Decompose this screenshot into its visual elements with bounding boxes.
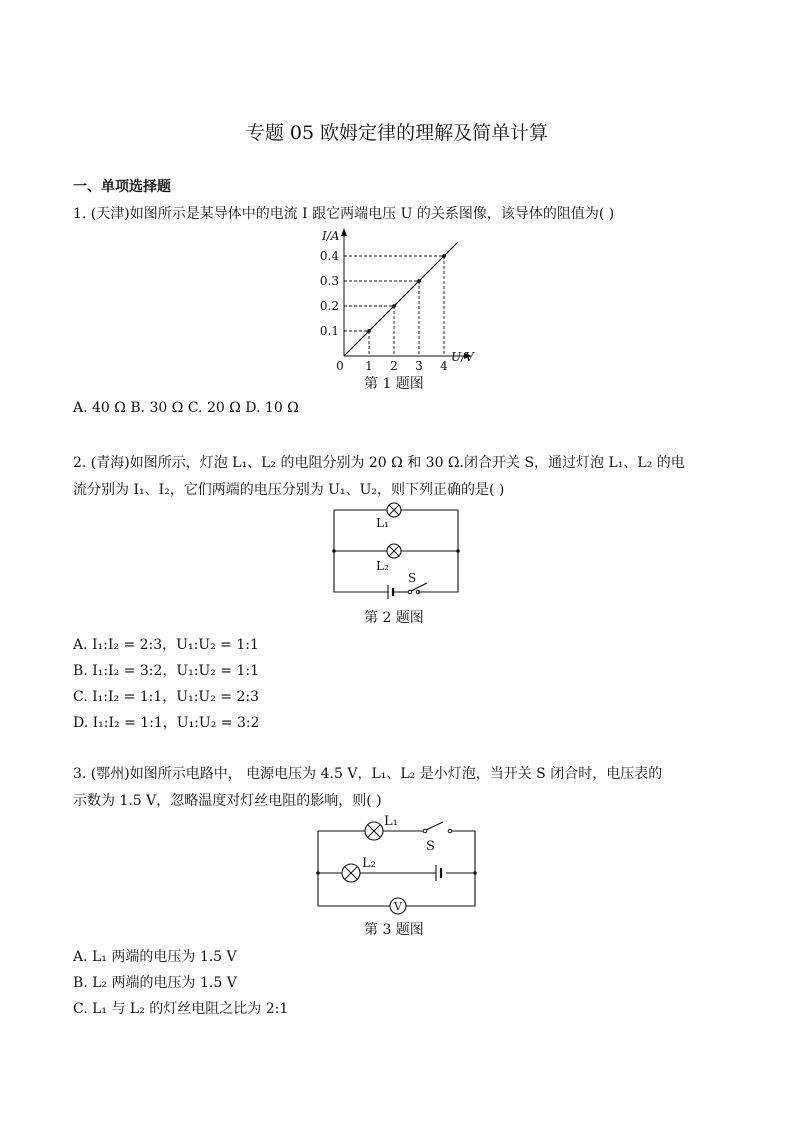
data-point: [367, 329, 371, 333]
q3-stem-line-2: 示数为 1.5 V，忽略温度对灯丝电阻的影响，则( ): [73, 793, 382, 809]
q2-figure-caption: 第 2 题图: [364, 610, 424, 626]
data-point: [417, 279, 421, 283]
x-tick-label: 2: [390, 359, 398, 372]
q3-stem-line-1: 3. (鄂州)如图所示电路中， 电源电压为 4.5 V，L₁、L₂ 是小灯泡，当开关 S 闭合时，电压表的: [73, 766, 663, 782]
x-tick-label: 4: [440, 359, 448, 372]
data-point: [442, 254, 446, 258]
y-tick-label: 0.1: [319, 324, 339, 338]
q1-stem: 1. (天津)如图所示是某导体中的电流 I 跟它两端电压 U 的关系图像，该导体的阻值为( ): [73, 206, 615, 222]
q1-options: A. 40 Ω B. 30 Ω C. 20 Ω D. 10 Ω: [73, 400, 299, 416]
x-tick-label: 1: [365, 359, 373, 372]
q2-option-b: B. I₁:I₂ = 3:2，U₁:U₂ = 1:1: [73, 663, 260, 679]
q2-stem-line-1: 2. (青海)如图所示，灯泡 L₁、L₂ 的电阻分别为 20 Ω 和 30 Ω.闭合开关 S，通过灯泡 L₁、L₂ 的电: [73, 455, 685, 471]
x-tick-label: 0: [336, 359, 344, 372]
label-l1: L₁: [384, 814, 398, 829]
junction-right: [473, 871, 477, 875]
q3-option-c: C. L₁ 与 L₂ 的灯丝电阻之比为 2:1: [73, 1001, 289, 1017]
y-tick-label: 0.2: [319, 299, 339, 313]
label-s: S: [408, 571, 417, 585]
data-series-line: [344, 242, 458, 356]
q3-circuit-diagram: [310, 813, 480, 918]
x-axis-label: U/V: [451, 350, 474, 364]
y-axis-arrow: [341, 228, 347, 236]
switch-s-icon: [426, 822, 443, 830]
circuit-wires: [318, 831, 475, 906]
q2-option-a: A. I₁:I₂ = 2:3，U₁:U₂ = 1:1: [73, 637, 259, 653]
junction-right: [456, 549, 460, 553]
y-tick-label: 0.4: [319, 249, 339, 263]
junction-left: [316, 871, 320, 875]
q1-iu-graph: [300, 222, 490, 372]
q1-figure-caption: 第 1 题图: [364, 376, 424, 392]
voltmeter-label: V: [394, 900, 402, 913]
q2-option-c: C. I₁:I₂ = 1:1，U₁:U₂ = 2:3: [73, 689, 259, 705]
label-l1: L₁: [376, 516, 389, 530]
section-heading: 一、单项选择题: [73, 179, 171, 195]
junction-left: [332, 549, 336, 553]
q2-circuit-diagram: [330, 500, 465, 600]
q3-option-a: A. L₁ 两端的电压为 1.5 V: [73, 949, 237, 965]
label-l2: L₂: [376, 559, 389, 573]
tick-labels: [320, 249, 448, 372]
document-title: 专题 05 欧姆定律的理解及简单计算: [245, 122, 549, 144]
q2-stem-line-2: 流分别为 I₁、I₂，它们两端的电压分别为 U₁、U₂，则下列正确的是( ): [73, 482, 505, 498]
switch-contact: [448, 829, 452, 833]
q3-option-b: B. L₂ 两端的电压为 1.5 V: [73, 975, 237, 991]
x-tick-label: 3: [415, 359, 423, 372]
q2-option-d: D. I₁:I₂ = 1:1，U₁:U₂ = 3:2: [73, 715, 260, 731]
label-l2: L₂: [362, 856, 376, 871]
label-s: S: [426, 839, 435, 854]
y-tick-label: 0.3: [319, 274, 339, 288]
y-axis-label: I/A: [322, 229, 340, 243]
q3-figure-caption: 第 3 题图: [364, 922, 424, 938]
data-point: [392, 304, 396, 308]
